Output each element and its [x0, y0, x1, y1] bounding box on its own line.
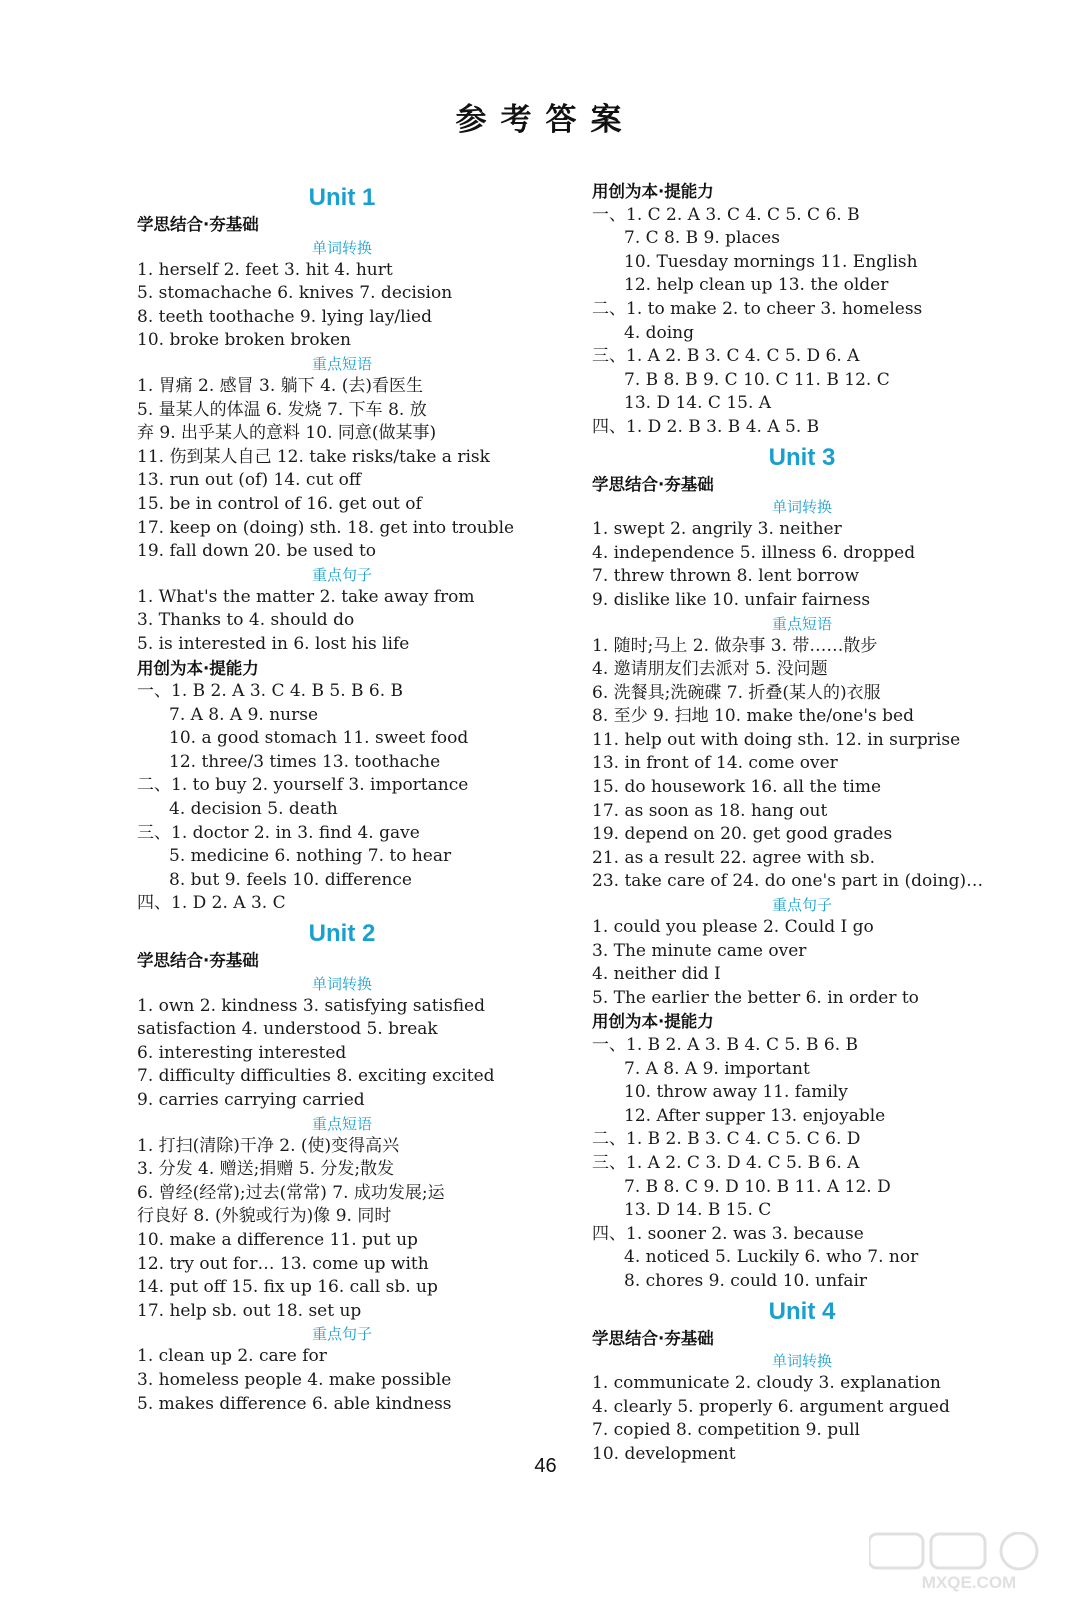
subsection-label: 单词转换 [771, 1352, 832, 1371]
section-heading: 用创为本·提能力 [592, 1012, 714, 1032]
answer-line: 1. own 2. kindness 3. satisfying satisfied [137, 995, 485, 1016]
answer-line: 14. put off 15. fix up 16. call sb. up [137, 1277, 438, 1298]
answer-line: 12. help clean up 13. the older [624, 275, 889, 296]
answer-line: 11. 伤到某人自己 12. take risks/take a risk [137, 446, 490, 467]
answer-line: 17. keep on (doing) sth. 18. get into trouble [137, 517, 515, 538]
answer-line: 二、1. to make 2. to cheer 3. homeless [592, 298, 923, 319]
answer-line: 10. a good stomach 11. sweet food [169, 728, 469, 749]
subsection-label: 单词转换 [311, 974, 372, 993]
answer-line: 17. as soon as 18. hang out [592, 800, 828, 821]
watermark-text: MXQE.COM [921, 1573, 1017, 1592]
answer-line: 10. Tuesday mornings 11. English [624, 251, 918, 272]
answer-line: 二、1. B 2. B 3. C 4. C 5. C 6. D [592, 1129, 861, 1150]
answer-line: 5. is interested in 6. lost his life [137, 633, 410, 654]
answer-line: 10. broke broken broken [137, 330, 351, 351]
subsection-label: 单词转换 [771, 498, 832, 517]
answer-line: 四、1. D 2. A 3. C [137, 893, 286, 914]
answer-line: 13. run out (of) 14. cut off [137, 470, 361, 491]
page-number: 46 [534, 1455, 557, 1477]
answer-line: 行良好 8. (外貌或行为)像 9. 同时 [137, 1206, 392, 1227]
answer-line: 6. interesting interested [137, 1042, 347, 1063]
answer-line: 8. chores 9. could 10. unfair [624, 1270, 868, 1291]
answer-line: 8. teeth toothache 9. lying lay/lied [137, 306, 432, 327]
answer-line: 5. medicine 6. nothing 7. to hear [169, 846, 452, 867]
subsection-label: 重点句子 [771, 896, 832, 915]
subsection-label: 重点短语 [771, 614, 832, 633]
answer-line: 一、1. C 2. A 3. C 4. C 5. C 6. B [592, 204, 860, 225]
answer-line: 15. be in control of 16. get out of [137, 493, 422, 514]
answer-line: 6. 曾经(经常);过去(常常) 7. 成功发展;运 [137, 1182, 445, 1203]
subsection-label: 重点短语 [311, 354, 372, 373]
answer-line: 1. clean up 2. care for [137, 1346, 327, 1367]
answer-line: 5. The earlier the better 6. in order to [592, 987, 919, 1008]
answer-line: 9. dislike like 10. unfair fairness [592, 589, 871, 610]
answer-line: 23. take care of 24. do one's part in (doing)… [592, 871, 984, 892]
section-heading: 学思结合·夯基础 [592, 474, 714, 494]
answer-line: 1. 胃痛 2. 感冒 3. 躺下 4. (去)看医生 [137, 375, 423, 396]
answer-line: 10. development [592, 1443, 736, 1464]
answer-line: 11. help out with doing sth. 12. in surprise [592, 729, 961, 750]
answer-line: 4. neither did I [592, 964, 721, 985]
section-heading: 用创为本·提能力 [137, 658, 259, 678]
answer-line: 17. help sb. out 18. set up [137, 1300, 362, 1321]
section-heading: 学思结合·夯基础 [137, 215, 259, 234]
answer-line: 13. D 14. B 15. C [624, 1200, 772, 1221]
answer-line: 二、1. to buy 2. yourself 3. importance [137, 775, 469, 796]
page-title: 参考答案 [455, 102, 636, 138]
answer-line: 5. stomachache 6. knives 7. decision [137, 283, 453, 304]
answer-line: 弃 9. 出乎某人的意料 10. 同意(做某事) [137, 423, 437, 444]
answer-line: 12. try out for… 13. come up with [137, 1253, 429, 1274]
answer-line: 8. but 9. feels 10. difference [169, 869, 412, 890]
answer-line: 7. threw thrown 8. lent borrow [592, 566, 860, 587]
answer-line: 13. in front of 14. come over [592, 753, 838, 774]
answer-line: 7. C 8. B 9. places [624, 228, 780, 249]
answer-line: 四、1. D 2. B 3. B 4. A 5. B [592, 416, 820, 437]
answer-line: 7. copied 8. competition 9. pull [592, 1420, 860, 1441]
answer-line: 15. do housework 16. all the time [592, 777, 882, 798]
answer-line: 8. 至少 9. 扫地 10. make the/one's bed [592, 706, 914, 727]
unit-heading: Unit 3 [768, 443, 836, 471]
unit-heading: Unit 4 [768, 1297, 836, 1325]
subsection-label: 重点句子 [311, 1325, 372, 1344]
answer-line: 4. doing [624, 322, 695, 343]
answer-line: 6. 洗餐具;洗碗碟 7. 折叠(某人的)衣服 [592, 682, 881, 703]
answer-line: 1. herself 2. feet 3. hit 4. hurt [137, 259, 393, 280]
answer-line: 1. 打扫(清除)干净 2. (使)变得高兴 [137, 1135, 400, 1156]
answer-line: 4. noticed 5. Luckily 6. who 7. nor [624, 1247, 919, 1268]
answer-line: 3. Thanks to 4. should do [137, 610, 355, 631]
answer-line: 12. three/3 times 13. toothache [169, 751, 441, 772]
answer-line: 3. The minute came over [592, 940, 807, 961]
answer-line: 4. independence 5. illness 6. dropped [592, 542, 916, 563]
answer-line: satisfaction 4. understood 5. break [137, 1019, 438, 1040]
answer-line: 一、1. B 2. A 3. C 4. B 5. B 6. B [137, 681, 404, 702]
answer-line: 10. throw away 11. family [624, 1082, 848, 1103]
answer-line: 9. carries carrying carried [137, 1090, 365, 1110]
unit-heading: Unit 2 [308, 920, 376, 948]
section-heading: 学思结合·夯基础 [137, 951, 259, 971]
answer-line: 1. swept 2. angrily 3. neither [592, 519, 842, 540]
unit-heading: Unit 1 [308, 184, 376, 211]
answer-line: 一、1. B 2. A 3. B 4. C 5. B 6. B [592, 1035, 859, 1055]
answer-line: 4. clearly 5. properly 6. argument argued [592, 1396, 950, 1417]
answer-line: 21. as a result 22. agree with sb. [592, 847, 876, 868]
answer-line: 1. What's the matter 2. take away from [137, 586, 475, 607]
section-heading: 学思结合·夯基础 [592, 1328, 714, 1348]
left-answer-column [137, 180, 547, 1416]
answer-line: 3. homeless people 4. make possible [137, 1369, 452, 1390]
answer-line: 4. 邀请朋友们去派对 5. 没问题 [592, 659, 828, 680]
watermark-logo [869, 1532, 1069, 1592]
answer-line: 三、1. doctor 2. in 3. find 4. gave [137, 822, 420, 843]
answer-line: 三、1. A 2. C 3. D 4. C 5. B 6. A [592, 1152, 860, 1173]
answer-line: 7. A 8. A 9. nurse [169, 704, 319, 725]
subsection-label: 重点短语 [311, 1114, 372, 1133]
subsection-label: 重点句子 [311, 565, 372, 584]
right-answer-column [592, 180, 1012, 1467]
answer-line: 19. fall down 20. be used to [137, 541, 377, 562]
answer-line: 四、1. sooner 2. was 3. because [592, 1223, 864, 1244]
answer-line: 19. depend on 20. get good grades [592, 824, 893, 845]
answer-line: 1. communicate 2. cloudy 3. explanation [592, 1373, 941, 1394]
answer-line: 三、1. A 2. B 3. C 4. C 5. D 6. A [592, 346, 860, 367]
section-heading: 用创为本·提能力 [592, 182, 714, 201]
answer-line: 5. makes difference 6. able kindness [137, 1393, 452, 1414]
answer-line: 10. make a difference 11. put up [137, 1229, 418, 1250]
answer-line: 7. A 8. A 9. important [624, 1058, 810, 1079]
answer-line: 3. 分发 4. 赠送;捐赠 5. 分发;散发 [137, 1159, 395, 1180]
answer-line: 7. difficulty difficulties 8. exciting excited [137, 1066, 495, 1087]
answer-line: 1. could you please 2. Could I go [592, 917, 874, 938]
answer-line: 13. D 14. C 15. A [624, 393, 772, 414]
answer-line: 4. decision 5. death [169, 799, 338, 820]
answer-line: 12. After supper 13. enjoyable [624, 1105, 886, 1126]
answer-line: 5. 量某人的体温 6. 发烧 7. 下车 8. 放 [137, 399, 427, 420]
subsection-label: 单词转换 [311, 238, 372, 257]
answer-line: 7. B 8. C 9. D 10. B 11. A 12. D [624, 1176, 891, 1197]
answer-line: 1. 随时;马上 2. 做杂事 3. 带……散步 [592, 635, 878, 656]
answer-line: 7. B 8. B 9. C 10. C 11. B 12. C [624, 369, 890, 390]
